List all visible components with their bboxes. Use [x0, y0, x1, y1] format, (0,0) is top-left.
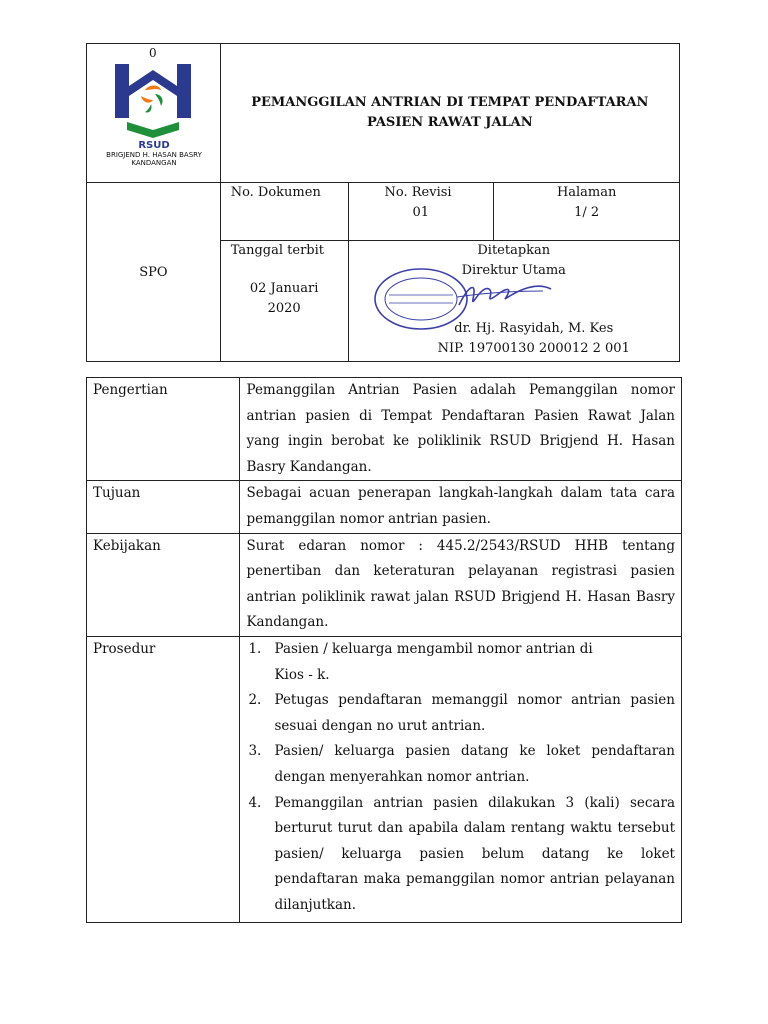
signer-name: dr. Hj. Rasyidah, M. Kes	[454, 321, 614, 336]
tanggal-value-line1: 02 Januari	[249, 281, 319, 296]
title-line-2: PASIEN RAWAT JALAN	[367, 115, 533, 130]
list-item-number: 4.	[248, 794, 262, 811]
no-dokumen-cell	[220, 183, 348, 241]
list-item-text	[274, 637, 675, 688]
prosedur-list	[246, 637, 675, 919]
halaman-label: Halaman	[556, 185, 617, 200]
kebijakan-text: Surat edaran nomor : 445.2/2543/RSUD HHB tentang penertiban dan keteraturan pelayanan registrasi pasien antrian poliklinik rawat jalan RSUD Brigjend H. Hasan Basry Kandangan.	[240, 533, 682, 636]
tanggal-cell	[220, 241, 348, 362]
tanggal-label: Tanggal terbit	[230, 243, 324, 258]
logo-number: 0	[149, 46, 157, 60]
no-dokumen-label: No. Dokumen	[230, 185, 321, 200]
logo-cell	[87, 44, 221, 183]
spo-content-table	[86, 377, 682, 923]
tujuan-text: Sebagai acuan penerapan langkah-langkah dalam tata cara pemanggilan nomor antrian pasien.	[240, 481, 682, 533]
halaman-cell	[494, 183, 680, 241]
hospital-logo-icon	[113, 60, 199, 140]
direktur-label: Direktur Utama	[461, 263, 566, 278]
no-revisi-value: 01	[412, 205, 430, 220]
prosedur-cell	[240, 636, 682, 923]
logo-acronym: RSUD	[138, 140, 170, 151]
list-item	[246, 688, 675, 739]
tanggal-value-line2: 2020	[267, 301, 301, 316]
list-item-number: 1.	[248, 640, 262, 657]
spo-header-table	[86, 43, 680, 362]
kebijakan-label: Kebijakan	[87, 533, 240, 636]
document-title	[220, 44, 679, 183]
list-item-number: 2.	[248, 692, 262, 709]
no-revisi-cell	[348, 183, 494, 241]
pengertian-label: Pengertian	[87, 378, 240, 481]
list-item-number: 3.	[248, 743, 262, 760]
logo-name-line: BRIGJEND H. HASAN BASRY	[106, 151, 202, 159]
table-row	[87, 481, 682, 533]
list-item	[246, 637, 675, 688]
pengertian-text: Pemanggilan Antrian Pasien adalah Pemanggilan nomor antrian pasien di Tempat Pendaftaran Pasien Rawat Jalan yang ingin berobat ke poliklinik RSUD Brigjend H. Hasan Basry Kandangan.	[240, 378, 682, 481]
list-item	[246, 791, 675, 919]
logo-city-line: KANDANGAN	[131, 159, 177, 167]
list-item-text: Pasien/ keluarga pasien datang ke loket pendaftaran dengan menyerahkan nomor antrian.	[274, 743, 675, 785]
spo-label: SPO	[87, 183, 221, 362]
halaman-value: 1/ 2	[574, 205, 600, 220]
title-line-1: PEMANGGILAN ANTRIAN DI TEMPAT PENDAFTARAN	[251, 95, 649, 110]
list-item-text-line: Pasien / keluarga mengambil nomor antrian di	[274, 640, 593, 657]
table-row	[87, 378, 682, 481]
list-item-text: Pemanggilan antrian pasien dilakukan 3 (kali) secara berturut turut dan apabila dalam rentang waktu tersebut pasien/ keluarga pasien belum datang ke loket pendaftaran maka pemanggilan nomor antrian pelayanan dilanjutkan.	[274, 794, 675, 913]
approval-cell	[348, 241, 679, 362]
no-revisi-label: No. Revisi	[384, 185, 452, 200]
table-row	[87, 533, 682, 636]
list-item-text: Petugas pendaftaran memanggil nomor antrian pasien sesuai dengan no urut antrian.	[274, 692, 675, 734]
list-item	[246, 739, 675, 790]
tujuan-label: Tujuan	[87, 481, 240, 533]
prosedur-label: Prosedur	[87, 636, 240, 923]
signer-nip: NIP. 19700130 200012 2 001	[437, 341, 630, 356]
list-item-text-line: Kios - k.	[274, 666, 330, 683]
ditetapkan-label: Ditetapkan	[477, 243, 551, 258]
table-row	[87, 636, 682, 923]
